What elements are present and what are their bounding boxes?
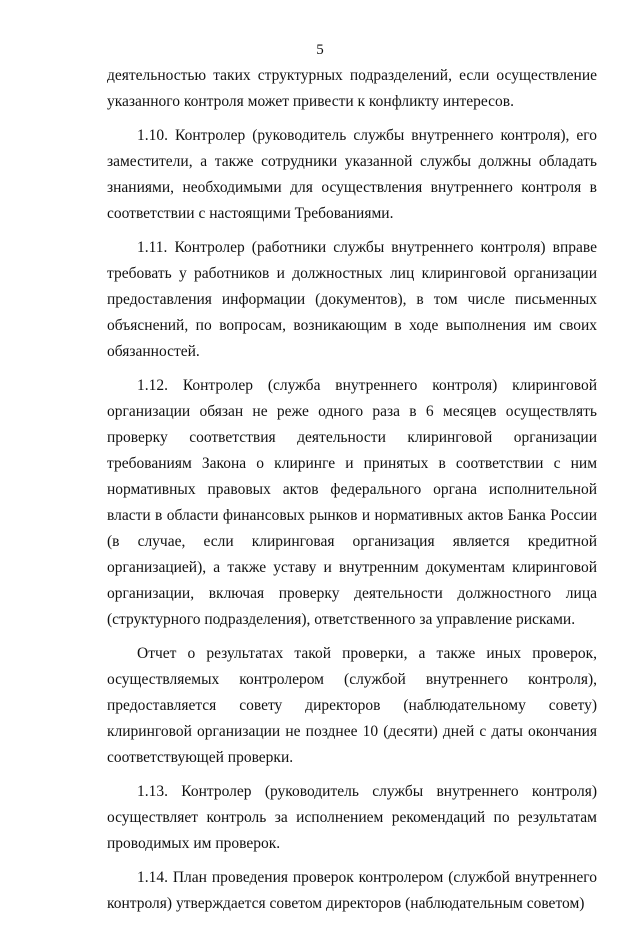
document-body [107,63,597,925]
paragraph-1-11: 1.11. Контролер (работники службы внутреннего контроля) вправе требовать у работников и должностных лиц клиринговой организации предоставления информации (документов), в том числе письменных объяснений, по вопросам, возникающим в ходе выполнения им своих обязанностей. [107,239,597,360]
paragraph-1-13: 1.13. Контролер (руководитель службы внутреннего контроля) осуществляет контроль за исполнением рекомендаций по результатам проводимых им проверок. [107,783,597,852]
paragraph-continued: деятельностью таких структурных подразделений, если осуществление указанного контроля может привести к конфликту интересов. [107,67,597,110]
paragraph-1-12: 1.12. Контролер (служба внутреннего контроля) клиринговой организации обязан не реже одного раза в 6 месяцев осуществлять проверку соответствия деятельности клиринговой организации требованиям Закона о клиринге и принятых в соответствии с ним нормативных правовых актов федерального органа исполнительной власти в области финансовых рынков и нормативных актов Банка России (в случае, если клиринговая организация является кредитной организацией), а также уставу и внутренним документам клиринговой организации, включая проверку деятельности должностного лица (структурного подразделения), ответственного за управление рисками. [107,377,597,628]
page-number: 5 [316,42,324,58]
paragraph-1-10: 1.10. Контролер (руководитель службы внутреннего контроля), его заместители, а также сотрудники указанной службы должны обладать знаниями, необходимыми для осуществления внутреннего контроля в соответствии с настоящими Требованиями. [107,127,597,222]
paragraph-report: Отчет о результатах такой проверки, а также иных проверок, осуществляемых контролером (службой внутреннего контроля), предоставляется совету директоров (наблюдательному совету) клиринговой организации не позднее 10 (десяти) дней с даты окончания соответствующей проверки. [107,645,597,766]
paragraph-1-14: 1.14. План проведения проверок контролером (службой внутреннего контроля) утверждается советом директоров (наблюдательным советом) [107,869,597,912]
